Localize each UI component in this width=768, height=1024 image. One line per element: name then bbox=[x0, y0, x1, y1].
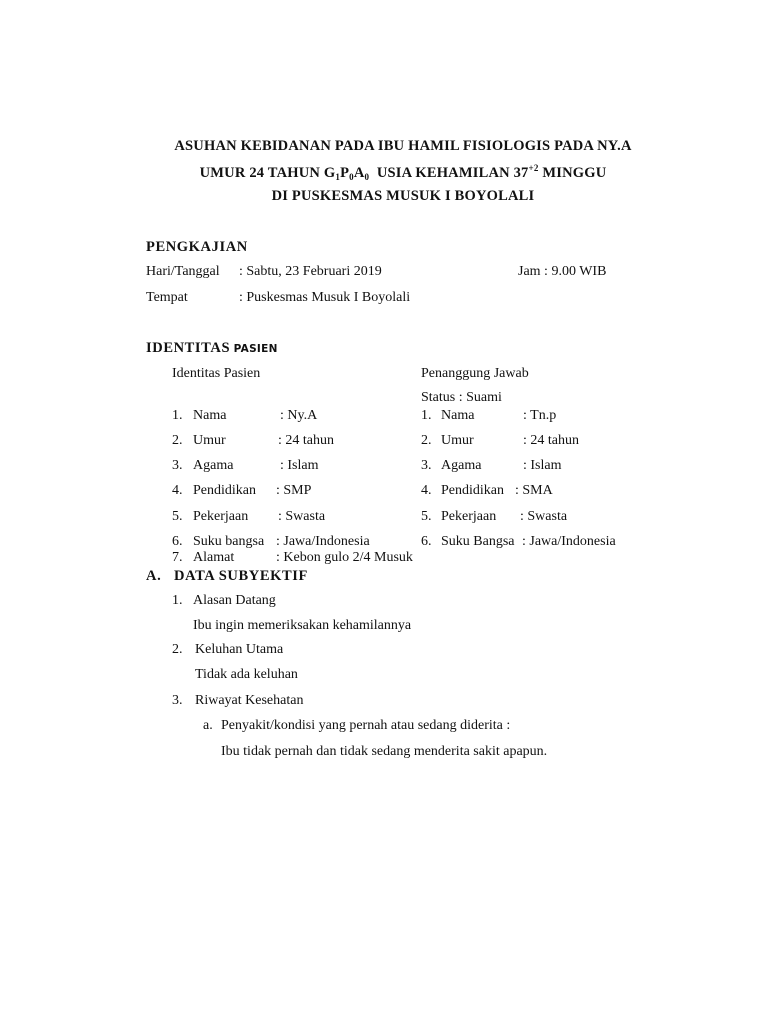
field-value: : SMP bbox=[276, 483, 312, 498]
item-text: Ibu ingin memeriksakan kehamilannya bbox=[193, 618, 412, 633]
field-label: Suku bangsa bbox=[193, 534, 265, 549]
identitas-pasien-header: Identitas Pasien bbox=[172, 366, 261, 381]
list-number: 3. bbox=[172, 458, 183, 473]
title-usia-text: USIA KEHAMILAN 37 bbox=[369, 165, 529, 181]
list-number: 2. bbox=[421, 433, 432, 448]
field-label: Umur bbox=[441, 433, 474, 448]
penanggung-status: Status : Suami bbox=[421, 390, 502, 405]
list-number: 6. bbox=[172, 534, 183, 549]
section-a-heading: DATA SUBYEKTIF bbox=[174, 568, 308, 584]
list-number: 3. bbox=[421, 458, 432, 473]
sub-item-label: Penyakit/kondisi yang pernah atau sedang diderita : bbox=[221, 718, 511, 733]
item-text: Tidak ada keluhan bbox=[195, 667, 298, 682]
field-label: Pekerjaan bbox=[193, 509, 249, 524]
identitas-heading-main: IDENTITAS bbox=[146, 340, 231, 356]
tempat-value: : Puskesmas Musuk I Boyolali bbox=[239, 290, 411, 305]
field-value: : Jawa/Indonesia bbox=[522, 534, 616, 549]
sub-item-letter: a. bbox=[203, 718, 213, 733]
hari-tanggal-value: : Sabtu, 23 Februari 2019 bbox=[239, 264, 382, 279]
field-label: Pendidikan bbox=[193, 483, 256, 498]
list-number: 4. bbox=[172, 483, 183, 498]
field-value: : Swasta bbox=[278, 509, 326, 524]
field-label: Pendidikan bbox=[441, 483, 504, 498]
title-a-subscript: 0 bbox=[364, 172, 370, 182]
field-value: : Kebon gulo 2/4 Musuk bbox=[276, 550, 413, 565]
field-value: : SMA bbox=[515, 483, 553, 498]
item-label: Keluhan Utama bbox=[195, 642, 284, 657]
document-title-line-2 bbox=[0, 164, 768, 182]
field-label: Umur bbox=[193, 433, 226, 448]
field-value: : Jawa/Indonesia bbox=[276, 534, 370, 549]
field-value: : Tn.p bbox=[523, 408, 557, 423]
title-g-subscript: 1 bbox=[335, 172, 341, 182]
field-value: : 24 tahun bbox=[523, 433, 579, 448]
document-title-line-3: DI PUSKESMAS MUSUK I BOYOLALI bbox=[271, 188, 535, 204]
field-label: Agama bbox=[441, 458, 482, 473]
field-label: Pekerjaan bbox=[441, 509, 497, 524]
list-number: 1. bbox=[172, 408, 183, 423]
title-minggu-text: MINGGU bbox=[538, 165, 607, 181]
identitas-heading bbox=[146, 341, 278, 356]
list-number: 6. bbox=[421, 534, 432, 549]
list-number: 2. bbox=[172, 642, 183, 657]
field-label: Agama bbox=[193, 458, 234, 473]
list-number: 3. bbox=[172, 693, 183, 708]
section-a-letter: A. bbox=[146, 568, 162, 584]
list-number: 1. bbox=[172, 593, 183, 608]
list-number: 4. bbox=[421, 483, 432, 498]
pengkajian-heading: PENGKAJIAN bbox=[146, 239, 248, 255]
field-label: Nama bbox=[193, 408, 227, 423]
field-value: : Islam bbox=[280, 458, 319, 473]
title-weeks-superscript: +2 bbox=[528, 163, 539, 173]
field-value: : Ny.A bbox=[280, 408, 318, 423]
sub-item-text: Ibu tidak pernah dan tidak sedang menderita sakit apapun. bbox=[221, 744, 548, 759]
field-value: : 24 tahun bbox=[278, 433, 334, 448]
list-number: 2. bbox=[172, 433, 183, 448]
field-label: Alamat bbox=[193, 550, 235, 565]
title-a-text: A bbox=[353, 165, 365, 181]
title-umur-text: UMUR 24 TAHUN G bbox=[199, 165, 336, 181]
document-title-line-1: ASUHAN KEBIDANAN PADA IBU HAMIL FISIOLOGIS PADA NY.A bbox=[174, 138, 632, 154]
field-value: : Islam bbox=[523, 458, 562, 473]
title-p-text: P bbox=[340, 165, 350, 181]
list-number: 5. bbox=[172, 509, 183, 524]
field-value: : Swasta bbox=[520, 509, 568, 524]
field-label: Suku Bangsa bbox=[441, 534, 515, 549]
list-number: 7. bbox=[172, 550, 183, 565]
field-label: Nama bbox=[441, 408, 475, 423]
item-label: Riwayat Kesehatan bbox=[195, 693, 304, 708]
list-number: 1. bbox=[421, 408, 432, 423]
title-p-subscript: 0 bbox=[349, 172, 354, 182]
identitas-heading-small: PASIEN bbox=[233, 343, 278, 355]
list-number: 5. bbox=[421, 509, 432, 524]
item-label: Alasan Datang bbox=[193, 593, 276, 608]
penanggung-jawab-header: Penanggung Jawab bbox=[421, 366, 529, 381]
tempat-label: Tempat bbox=[146, 290, 188, 305]
jam-value: Jam : 9.00 WIB bbox=[518, 264, 607, 279]
hari-tanggal-label: Hari/Tanggal bbox=[146, 264, 220, 279]
